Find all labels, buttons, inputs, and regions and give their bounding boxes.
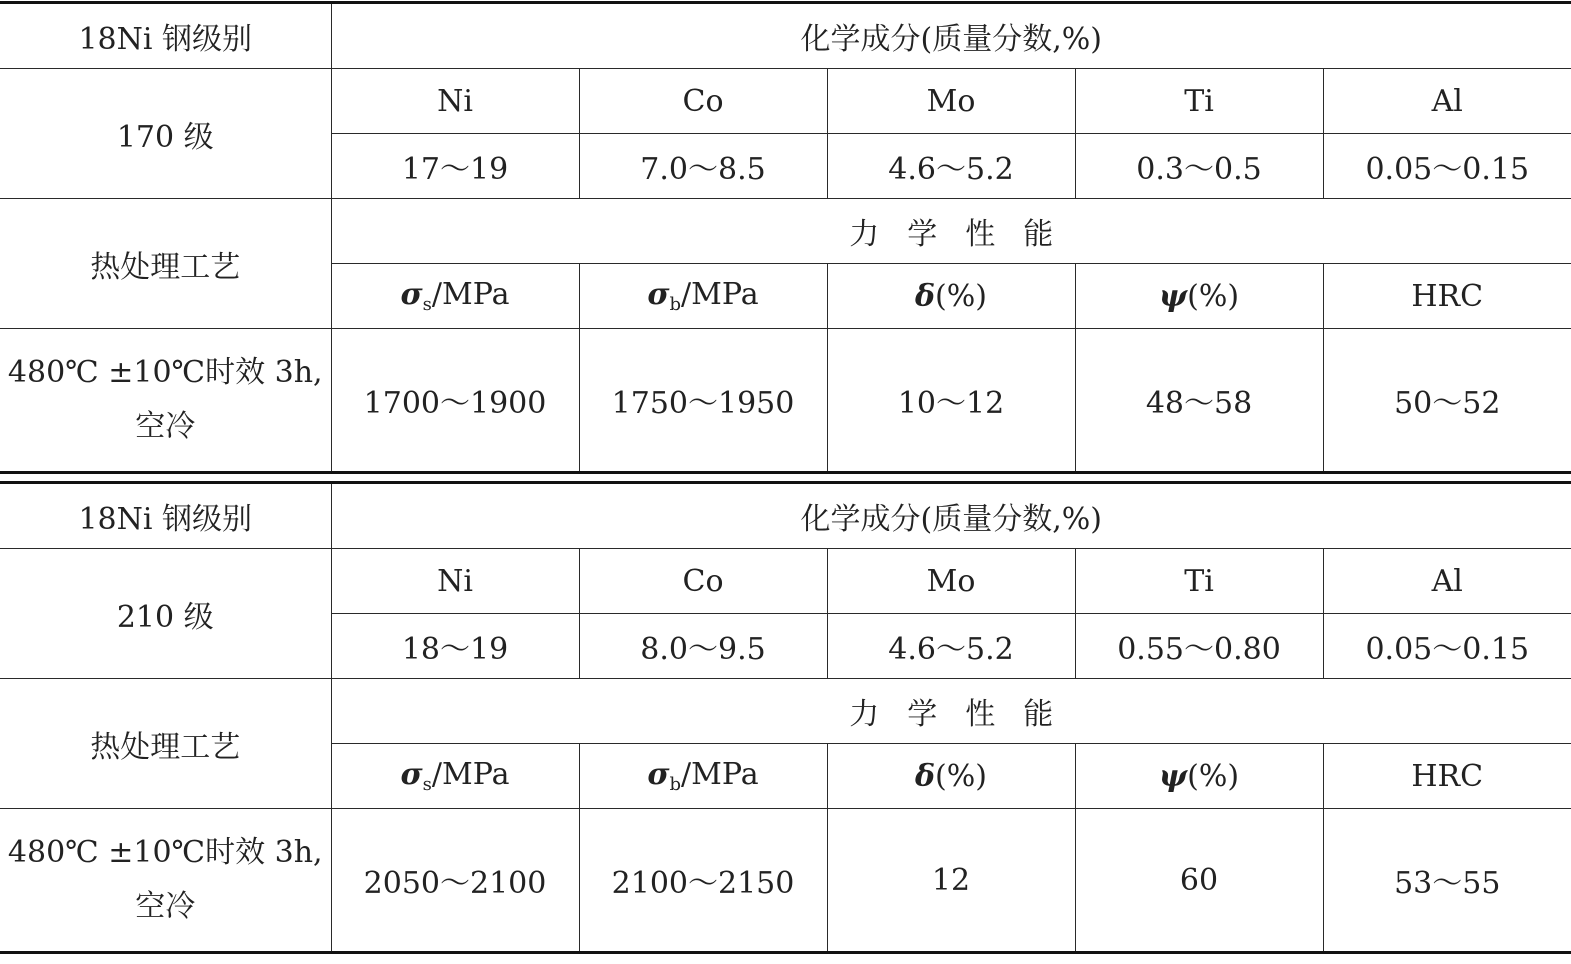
element-header: Al xyxy=(1323,69,1571,134)
unit: (%) xyxy=(1187,278,1240,314)
unit: (%) xyxy=(935,758,987,794)
mech-column-header xyxy=(579,744,827,809)
mech-column-header xyxy=(827,264,1075,329)
mech-value: 2100～2150 xyxy=(579,809,827,953)
mech-value: 50～52 xyxy=(1323,329,1571,473)
unit: /MPa xyxy=(681,277,759,312)
heat-treatment-text: 480℃ ±10℃时效 3h,空冷 xyxy=(7,835,323,924)
sigma-symbol: σ xyxy=(400,757,423,792)
element-value: 18～19 xyxy=(331,614,579,679)
mech-value: 1750～1950 xyxy=(579,329,827,473)
grade-cell: 210 级 xyxy=(0,549,331,679)
mech-value: 53～55 xyxy=(1323,809,1571,953)
element-value: 17～19 xyxy=(331,134,579,199)
delta-symbol: δ xyxy=(915,758,936,794)
heat-treatment-cell xyxy=(0,809,331,953)
unit: HRC xyxy=(1411,758,1484,794)
mech-header-cell xyxy=(331,679,1571,744)
element-header: Ti xyxy=(1075,69,1323,134)
unit: /MPa xyxy=(681,757,759,792)
heat-treatment-text: 480℃ ±10℃时效 3h,空冷 xyxy=(7,355,323,444)
element-value: 8.0～9.5 xyxy=(579,614,827,679)
chem-header-cell: 化学成分(质量分数,%) xyxy=(331,3,1571,69)
mech-column-header xyxy=(827,744,1075,809)
heat-treatment-header-cell: 热处理工艺 xyxy=(0,199,331,329)
element-value: 0.05～0.15 xyxy=(1323,614,1571,679)
mech-column-header xyxy=(1075,744,1323,809)
element-value: 0.3～0.5 xyxy=(1075,134,1323,199)
subscript: b xyxy=(669,774,682,795)
element-header: Ni xyxy=(331,69,579,134)
grade-cell: 170 级 xyxy=(0,69,331,199)
mech-value: 60 xyxy=(1075,809,1323,953)
mech-column-header xyxy=(1323,264,1571,329)
mech-value: 1700～1900 xyxy=(331,329,579,473)
mech-header-label: 力学性能 xyxy=(849,217,1082,252)
unit: (%) xyxy=(935,278,987,314)
grade-210-table xyxy=(0,481,1571,954)
element-header: Co xyxy=(579,69,827,134)
mech-value: 12 xyxy=(827,809,1075,953)
mech-column-header xyxy=(1323,744,1571,809)
grade-header-cell: 18Ni 钢级别 xyxy=(0,483,331,549)
unit: (%) xyxy=(1187,758,1240,794)
mech-value: 48～58 xyxy=(1075,329,1323,473)
subscript: s xyxy=(422,294,432,315)
element-value: 0.05～0.15 xyxy=(1323,134,1571,199)
chem-header-cell: 化学成分(质量分数,%) xyxy=(331,483,1571,549)
sigma-symbol: σ xyxy=(647,277,670,312)
unit: /MPa xyxy=(431,277,510,312)
element-header: Mo xyxy=(827,69,1075,134)
heat-treatment-header-cell: 热处理工艺 xyxy=(0,679,331,809)
mech-header-cell xyxy=(331,199,1571,264)
mech-value: 2050～2100 xyxy=(331,809,579,953)
element-header: Ni xyxy=(331,549,579,614)
element-header: Mo xyxy=(827,549,1075,614)
element-value: 0.55～0.80 xyxy=(1075,614,1323,679)
mech-column-header xyxy=(1075,264,1323,329)
unit: /MPa xyxy=(431,757,510,792)
element-value: 4.6～5.2 xyxy=(827,614,1075,679)
subscript: s xyxy=(422,774,432,795)
mech-column-header xyxy=(579,264,827,329)
psi-symbol: ψ xyxy=(1158,278,1188,314)
element-value: 4.6～5.2 xyxy=(827,134,1075,199)
grade-170-table xyxy=(0,1,1571,474)
subscript: b xyxy=(669,294,682,315)
psi-symbol: ψ xyxy=(1158,758,1188,794)
mech-column-header xyxy=(331,744,579,809)
element-value: 7.0～8.5 xyxy=(579,134,827,199)
delta-symbol: δ xyxy=(915,278,936,314)
unit: HRC xyxy=(1411,278,1484,314)
sigma-symbol: σ xyxy=(400,277,423,312)
sigma-symbol: σ xyxy=(647,757,670,792)
mech-header-label: 力学性能 xyxy=(849,697,1082,732)
mech-value: 10～12 xyxy=(827,329,1075,473)
heat-treatment-cell xyxy=(0,329,331,473)
grade-header-cell: 18Ni 钢级别 xyxy=(0,3,331,69)
element-header: Al xyxy=(1323,549,1571,614)
mech-column-header xyxy=(331,264,579,329)
element-header: Ti xyxy=(1075,549,1323,614)
element-header: Co xyxy=(579,549,827,614)
